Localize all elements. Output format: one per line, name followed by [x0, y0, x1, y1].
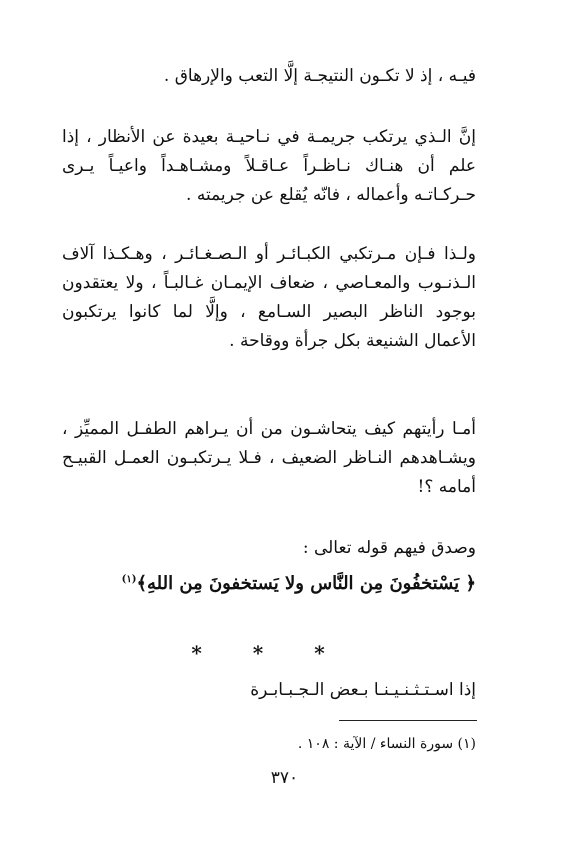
paragraph-4 — [62, 415, 476, 502]
paragraph-2-text: إنَّ الـذي يرتكب جريمـة في نـاحيـة بعيدة عن الأنظار ، إذا علم أن هنـاك نـاظـراً عـاقـلاً ومشـاهـداً واعيـاً يـرى حـركـاتـه وأعماله ، فانّه يُقلع عن جريمته . — [62, 127, 476, 205]
footnote-divider — [339, 720, 477, 721]
paragraph-5-text: وصدق فيهم قوله تعالى : — [302, 538, 476, 558]
quran-verse — [62, 565, 476, 599]
footnote: (١) سورة النساء / الآية : ١٠٨ . — [297, 736, 476, 752]
paragraph-5 — [62, 534, 476, 563]
footnote-marker: (١) — [121, 574, 137, 585]
paragraph-1 — [62, 62, 476, 91]
paragraph-2 — [62, 123, 476, 210]
page-number: ٣٧٠ — [270, 768, 299, 788]
paragraph-4-text: أمـا رأيتهم كيف يتحاشـون من أن يـراهم الطفـل المميِّز ، ويشـاهدهم النـاظر الضعيف ، فـلا يـرتكبـون العمـل القبيـح أمامه ؟! — [62, 419, 476, 497]
paragraph-6 — [62, 676, 476, 705]
paragraph-3-text: ولـذا فـإن مـرتكبي الكبـائـر أو الـصـغـائـر ، وهـكـذا آلاف الـذنـوب والمعـاصي ، ضعاف الإيمـان غـالبـاً ، ولا يعتقدون بوجود الناظر البصير السـامع ، وإلَّا لما كانوا يرتكبون الأعمال الشنيعة بكل جرأة ووقاحة . — [62, 244, 476, 351]
section-separator: * * * — [191, 641, 347, 665]
paragraph-3 — [62, 240, 476, 356]
paragraph-6-text: إذا اسـتـثـنـيـنـا بـعض الـجـبـابـرة — [250, 680, 476, 700]
quran-verse-text: ﴿ يَسْتخفُونَ مِن النَّاس ولا يَستخفونَ مِن اللهِ﴾ — [136, 573, 476, 594]
paragraph-1-text: فيـه ، إذ لا تكـون النتيجـة إلَّا التعب والإرهاق . — [163, 66, 476, 86]
